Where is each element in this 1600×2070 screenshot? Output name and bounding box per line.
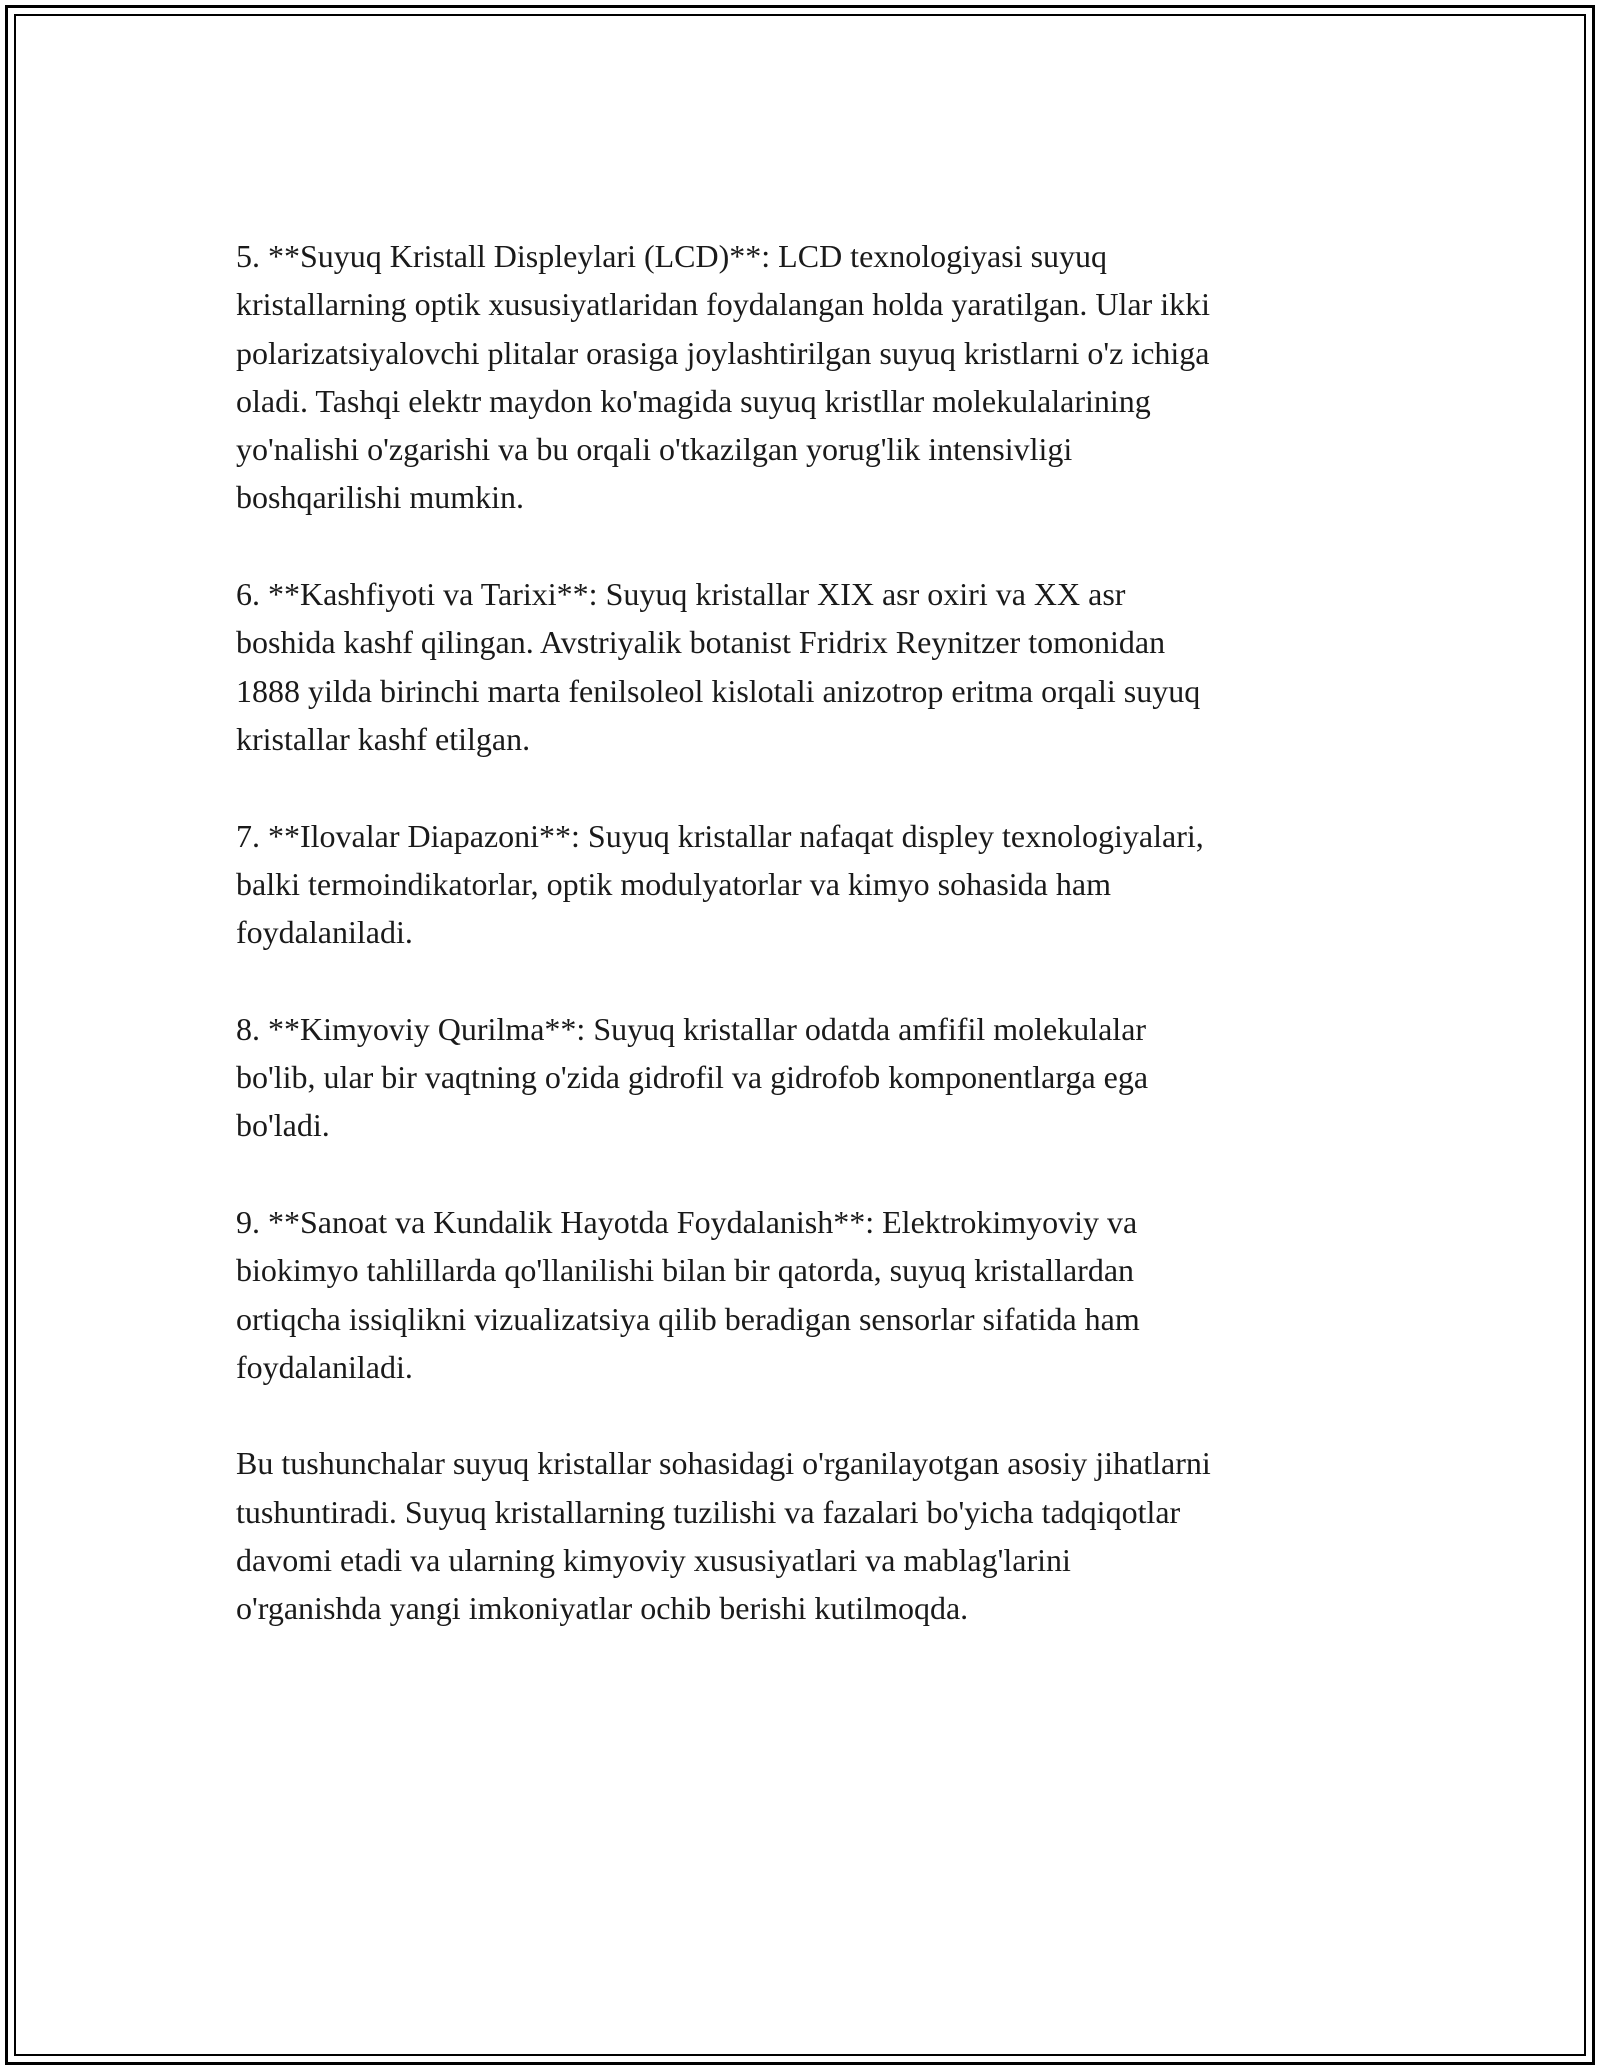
- text-line: boshqarilishi mumkin.: [236, 479, 524, 516]
- text-line: foydalaniladi.: [236, 1348, 413, 1385]
- text-line: tushuntiradi. Suyuq kristallarning tuzilishi va fazalari bo'yicha tadqiqotlar: [236, 1493, 1181, 1530]
- text-line: 9. **Sanoat va Kundalik Hayotda Foydalanish**: Elektrokimyoviy va: [236, 1203, 1138, 1240]
- text-line: kristallar kashf etilgan.: [236, 720, 531, 757]
- text-line: davomi etadi va ularning kimyoviy xususiyatlari va mablag'larini: [236, 1542, 1071, 1579]
- text-line: polarizatsiyalovchi plitalar orasiga joylashtirilgan suyuq kristlarni o'z ichiga: [236, 334, 1210, 371]
- text-line: bo'ladi.: [236, 1107, 330, 1144]
- paragraph-industry-usage: [236, 1198, 1356, 1391]
- text-line: balki termoindikatorlar, optik modulyatorlar va kimyo sohasida ham: [236, 865, 1111, 902]
- text-line: 6. **Kashfiyoti va Tarixi**: Suyuq kristallar XIX asr oxiri va XX asr: [236, 576, 1126, 613]
- text-line: 8. **Kimyoviy Qurilma**: Suyuq kristallar odatda amfifil molekulalar: [236, 1010, 1147, 1047]
- text-line: foydalaniladi.: [236, 914, 413, 951]
- text-line: 5. **Suyuq Kristall Displeylari (LCD)**: LCD texnologiyasi suyuq: [236, 238, 1108, 274]
- text-line: ortiqcha issiqlikni vizualizatsiya qilib beradigan sensorlar sifatida ham: [236, 1300, 1140, 1337]
- paragraph-chemical-structure: [236, 1005, 1356, 1150]
- paragraph-history: [236, 570, 1356, 763]
- paragraph-applications: [236, 812, 1356, 957]
- text-line: yo'nalishi o'zgarishi va bu orqali o'tkazilgan yorug'lik intensivligi: [236, 431, 1073, 468]
- text-line: boshida kashf qilingan. Avstriyalik botanist Fridrix Reynitzer tomonidan: [236, 624, 1166, 661]
- paragraph-conclusion: [236, 1439, 1356, 1632]
- text-line: biokimyo tahlillarda qo'llanilishi bilan bir qatorda, suyuq kristallardan: [236, 1252, 1135, 1289]
- document-body: [236, 232, 1356, 1681]
- text-line: bo'lib, ular bir vaqtning o'zida gidrofil va gidrofob komponentlarga ega: [236, 1059, 1149, 1096]
- text-line: 7. **Ilovalar Diapazoni**: Suyuq kristallar nafaqat displey texnologiyalari,: [236, 817, 1204, 854]
- text-line: 1888 yilda birinchi marta fenilsoleol kislotali anizotrop eritma orqali suyuq: [236, 672, 1201, 709]
- paragraph-lcd: [236, 232, 1356, 522]
- text-line: o'rganishda yangi imkoniyatlar ochib berishi kutilmoqda.: [236, 1590, 969, 1627]
- text-line: kristallarning optik xususiyatlaridan foydalangan holda yaratilgan. Ular ikki: [236, 286, 1210, 323]
- text-line: Bu tushunchalar suyuq kristallar sohasidagi o'rganilayotgan asosiy jihatlarni: [236, 1445, 1211, 1482]
- text-line: oladi. Tashqi elektr maydon ko'magida suyuq kristllar molekulalarining: [236, 382, 1151, 419]
